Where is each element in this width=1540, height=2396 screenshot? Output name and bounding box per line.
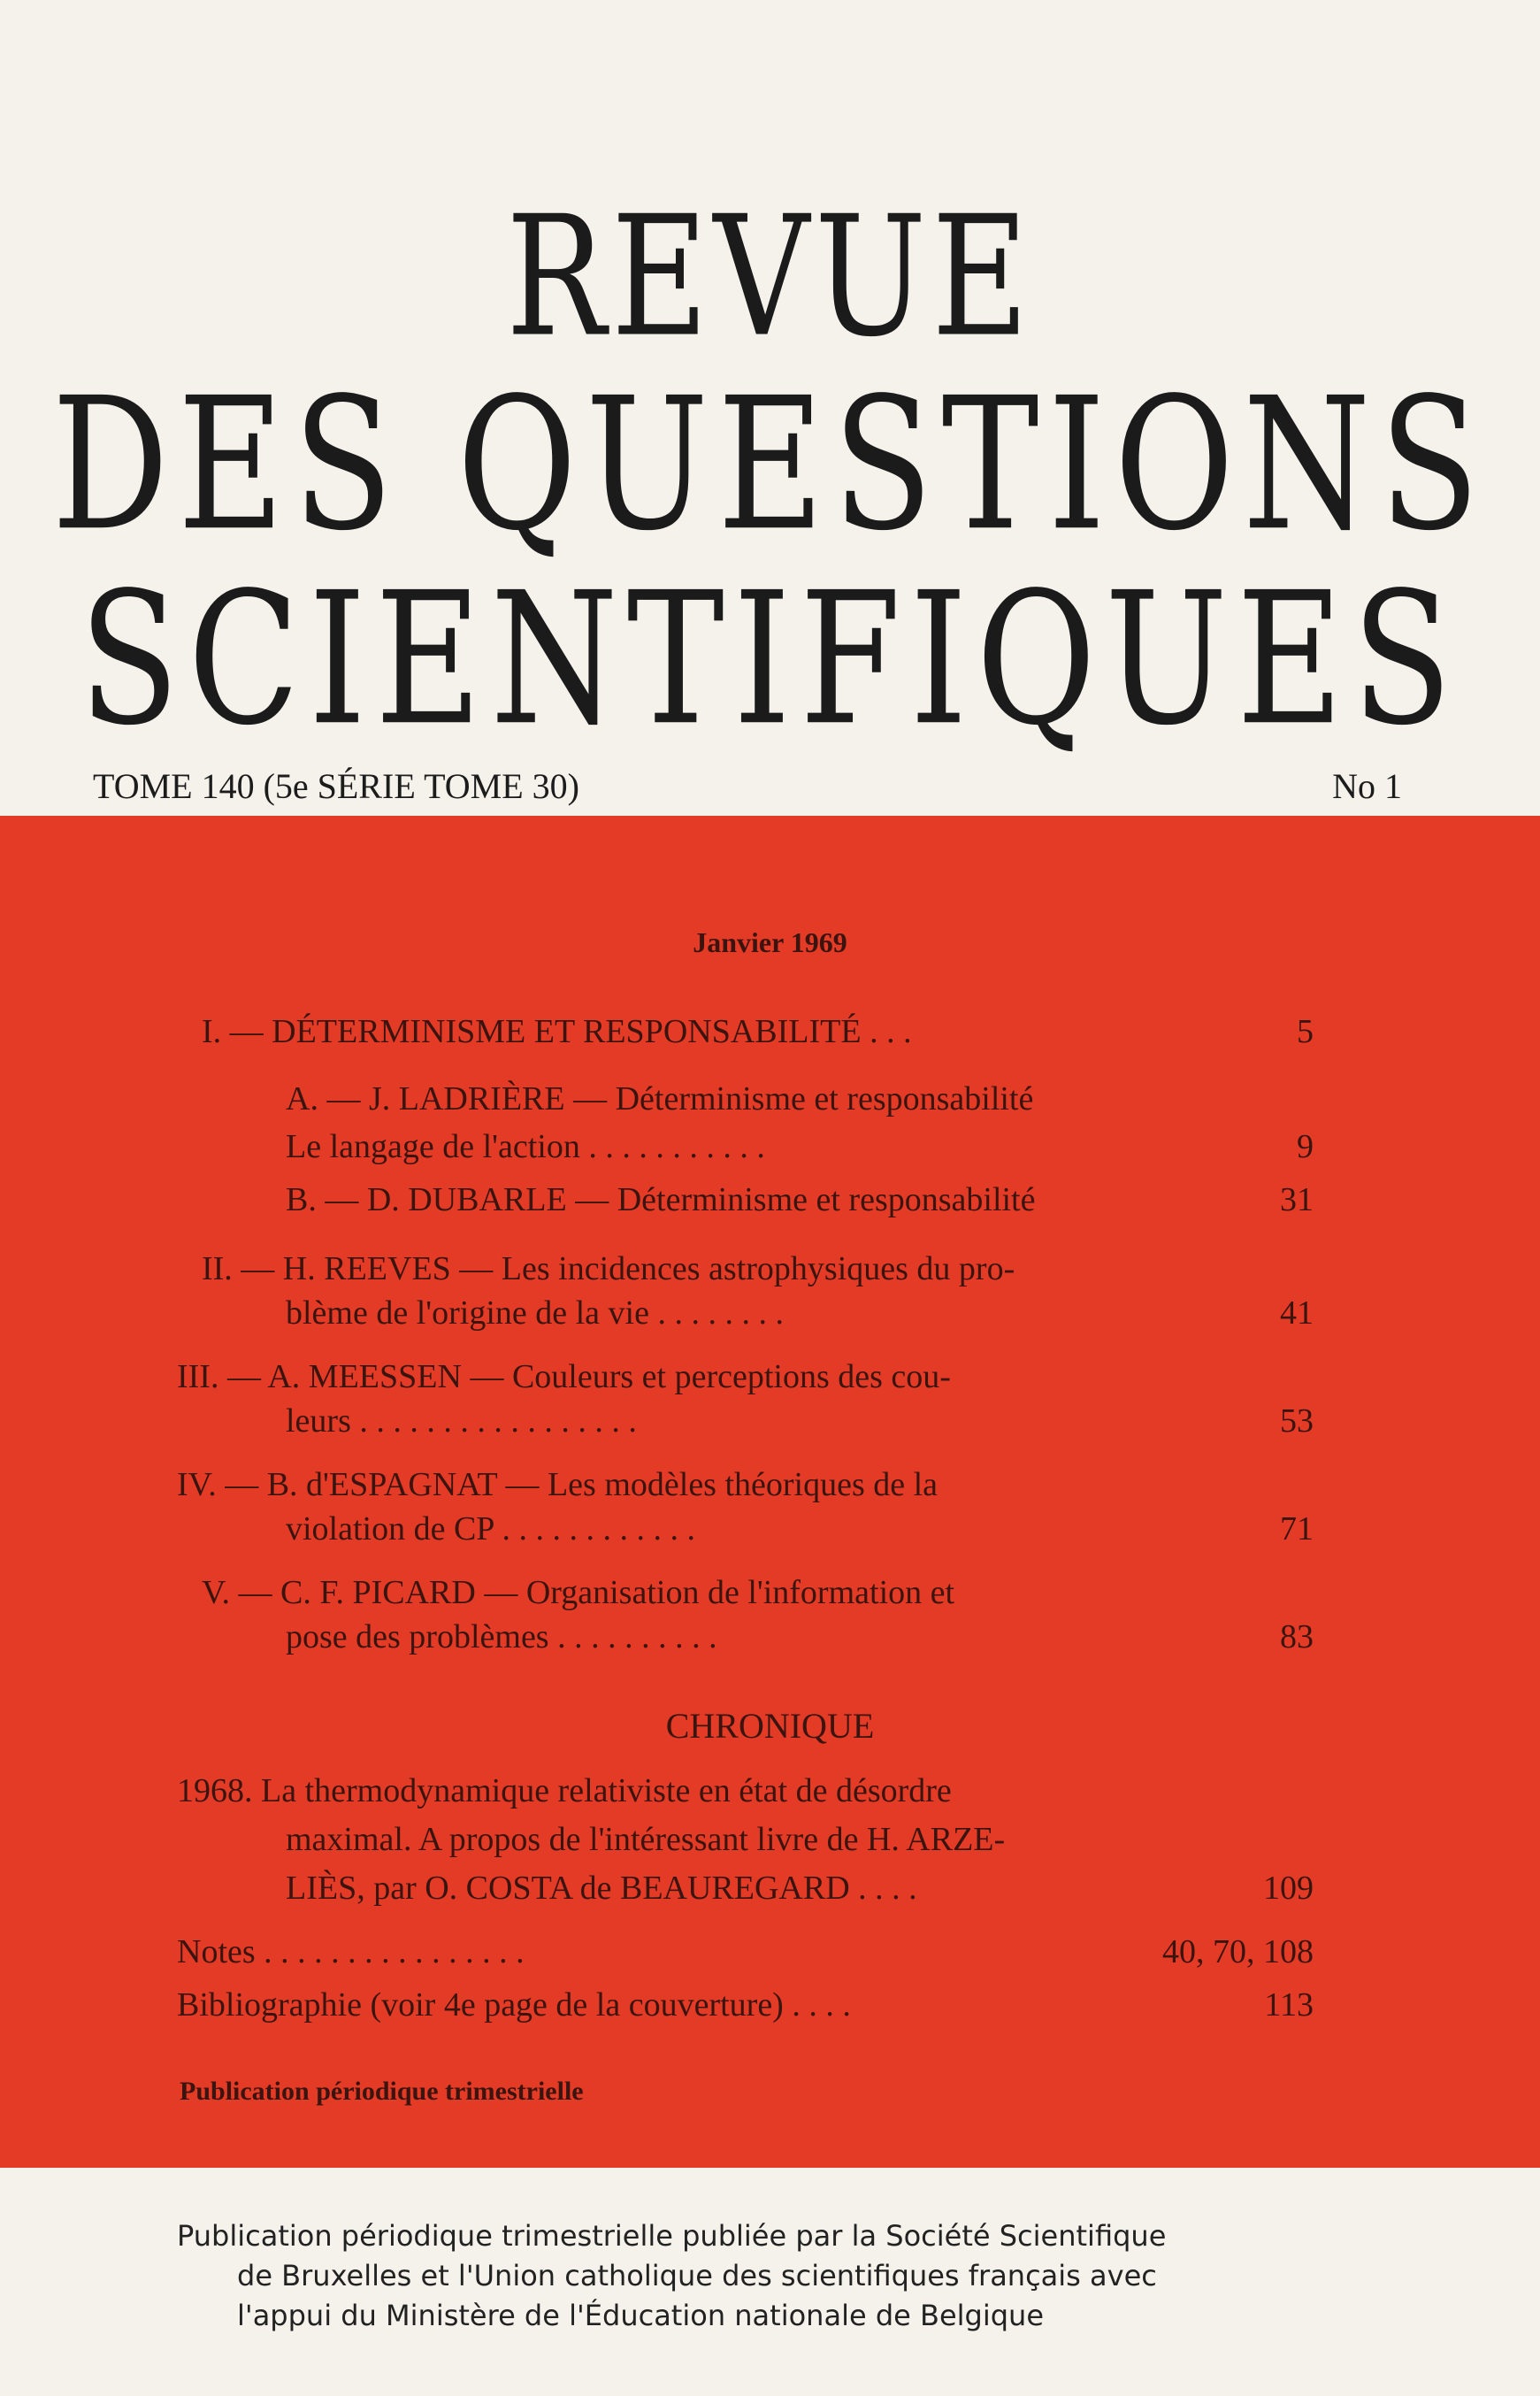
chronique-line: LIÈS, par O. COSTA de BEAUREGARD . . . . (286, 1870, 917, 1907)
chronique-page: 109 (1263, 1870, 1314, 1907)
toc-page: 71 (1280, 1510, 1314, 1547)
toc-line: I. — DÉTERMINISME ET RESPONSABILITÉ . . . (202, 1013, 912, 1050)
chronique-line: maximal. A propos de l'intéressant livre de H. ARZE- (286, 1821, 1006, 1858)
toc-page: 53 (1280, 1402, 1314, 1440)
toc-line: IV. — B. d'ESPAGNAT — Les modèles théoriques de la (177, 1466, 939, 1503)
footer-line-2: de Bruxelles et l'Union catholique des scientifiques français avec (237, 2259, 1157, 2292)
title-line-3: SCIENTIFIQUES (79, 553, 1461, 765)
chronique-heading: CHRONIQUE (665, 1706, 875, 1746)
toc-line: III. — A. MEESSEN — Couleurs et perceptions des cou- (177, 1358, 951, 1395)
title-line-1: REVUE (506, 181, 1034, 374)
toc-line: B. — D. DUBARLE — Déterminisme et responsabilité (286, 1181, 1036, 1218)
title-line-2: DES QUESTIONS (51, 358, 1489, 571)
contents-band (0, 816, 1540, 2168)
bibliographie-line: Bibliographie (voir 4e page de la couverture) . . . . (177, 1986, 851, 2024)
toc-line: A. — J. LADRIÈRE — Déterminisme et responsabilité (286, 1080, 1034, 1117)
tome-label: TOME 140 (5e SÉRIE TOME 30) (93, 766, 579, 806)
footer-line-3: l'appui du Ministère de l'Éducation nationale de Belgique (237, 2299, 1044, 2332)
toc-line: pose des problèmes . . . . . . . . . . (286, 1618, 717, 1655)
cover-top (0, 0, 1540, 814)
toc-line: blème de l'origine de la vie . . . . . . . . (286, 1294, 784, 1332)
toc-page: 5 (1297, 1013, 1314, 1050)
issue-number: No 1 (1332, 766, 1402, 806)
issue-date: Janvier 1969 (693, 926, 847, 958)
toc-line: leurs . . . . . . . . . . . . . . . . . (286, 1402, 637, 1440)
toc-line: V. — C. F. PICARD — Organisation de l'information et (202, 1574, 955, 1611)
chronique-line: 1968. La thermodynamique relativiste en état de désordre (177, 1772, 952, 1809)
publication-note: Publication périodique trimestrielle (180, 2077, 584, 2106)
toc-line: Le langage de l'action . . . . . . . . . . . (286, 1128, 765, 1165)
cover-bottom (0, 2168, 1540, 2396)
toc-line: II. — H. REEVES — Les incidences astrophysiques du pro- (202, 1250, 1015, 1287)
toc-line: violation de CP . . . . . . . . . . . . (286, 1510, 696, 1547)
notes-pages: 40, 70, 108 (1162, 1933, 1314, 1970)
toc-page: 31 (1280, 1181, 1314, 1218)
toc-page: 41 (1280, 1294, 1314, 1332)
bibliographie-page: 113 (1264, 1986, 1314, 2024)
footer-line-1: Publication périodique trimestrielle publiée par la Société Scientifique (177, 2219, 1167, 2253)
notes-line: Notes . . . . . . . . . . . . . . . . (177, 1933, 525, 1970)
toc-page: 83 (1280, 1618, 1314, 1655)
toc-page: 9 (1297, 1128, 1314, 1165)
